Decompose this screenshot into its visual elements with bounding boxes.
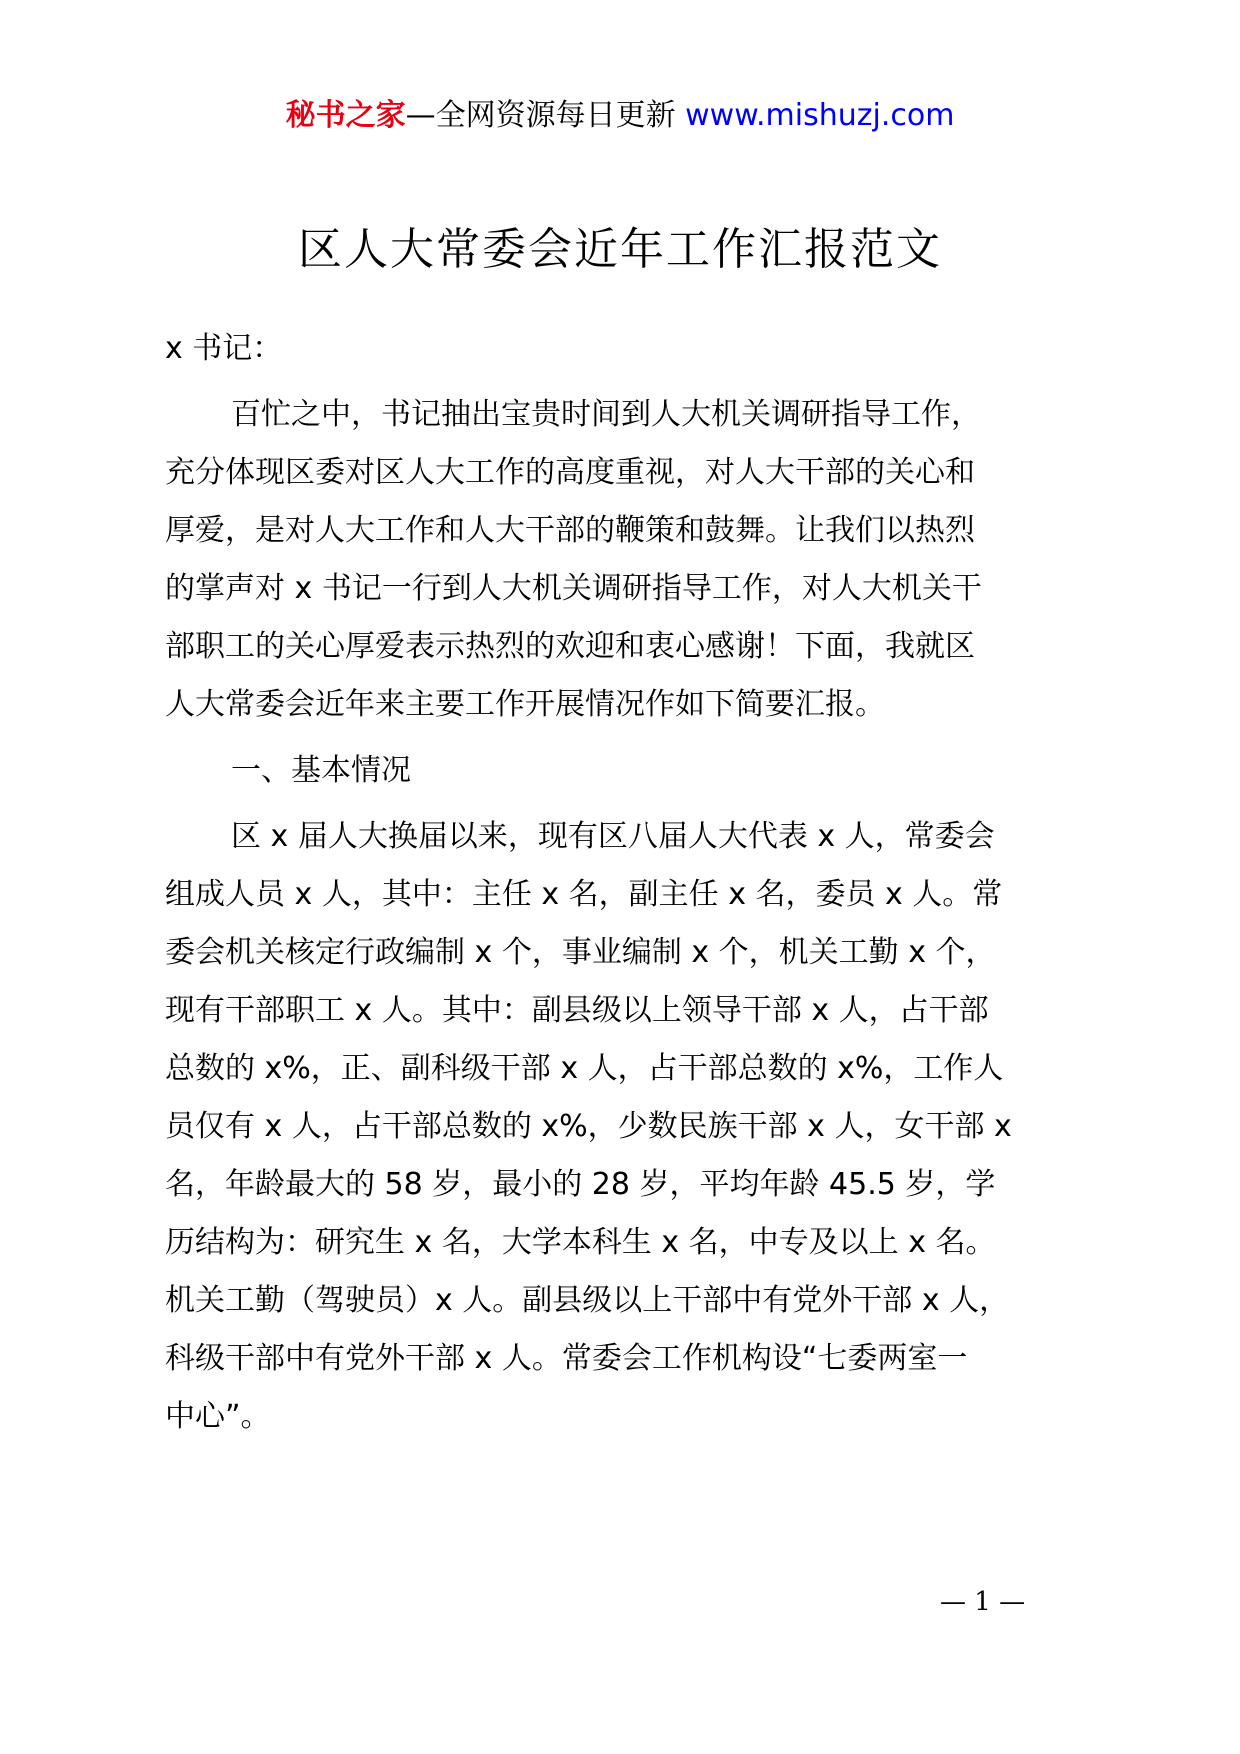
brand-name: 秘书之家 — [285, 98, 406, 133]
basic-info-paragraph — [165, 800, 1085, 1446]
paragraph-line: 中心”。 — [165, 1399, 271, 1434]
paragraph-line: 机关工勤（驾驶员）x 人。副县级以上干部中有党外干部 x 人， — [165, 1283, 1010, 1318]
paragraph-line: 总数的 x%，正、副科级干部 x 人，占干部总数的 x%，工作人 — [165, 1051, 1004, 1086]
document-body — [165, 320, 1085, 1446]
paragraph-line: 部职工的关心厚爱表示热烈的欢迎和衷心感谢！下面，我就区 — [165, 629, 975, 664]
paragraph-line: 百忙之中，书记抽出宝贵时间到人大机关调研指导工作， — [231, 397, 981, 432]
document-title: 区人大常委会近年工作汇报范文 — [298, 224, 942, 275]
page-number: — 1 — — [940, 1587, 1026, 1617]
paragraph-line: 名，年龄最大的 58 岁，最小的 28 岁，平均年龄 45.5 岁，学 — [165, 1167, 996, 1202]
paragraph-line: 区 x 届人大换届以来，现有区八届人大代表 x 人，常委会 — [231, 819, 995, 854]
paragraph-line: 员仅有 x 人，占干部总数的 x%，少数民族干部 x 人，女干部 x — [165, 1109, 1012, 1144]
salutation: x 书记： — [165, 331, 283, 366]
paragraph-line: 科级干部中有党外干部 x 人。常委会工作机构设“七委两室一 — [165, 1341, 968, 1376]
section-heading-text: 一、基本情况 — [231, 753, 411, 788]
header-slogan: —全网资源每日更新 — [405, 98, 676, 133]
section-heading — [165, 734, 1085, 800]
paragraph-line: 人大常委会近年来主要工作开展情况作如下简要汇报。 — [165, 687, 885, 722]
paragraph-line: 组成人员 x 人，其中：主任 x 名，副主任 x 名，委员 x 人。常 — [165, 877, 1003, 912]
site-url-link[interactable]: www.mishuzj.com — [685, 98, 955, 133]
paragraph-line: 的掌声对 x 书记一行到人大机关调研指导工作，对人大机关干 — [165, 571, 982, 606]
paragraph-line: 现有干部职工 x 人。其中：副县级以上领导干部 x 人，占干部 — [165, 993, 989, 1028]
paragraph-line: 委会机关核定行政编制 x 个，事业编制 x 个，机关工勤 x 个， — [165, 935, 996, 970]
paragraph-line: 充分体现区委对区人大工作的高度重视，对人大干部的关心和 — [165, 455, 975, 490]
site-header — [0, 96, 1240, 136]
paragraph-line: 历结构为：研究生 x 名，大学本科生 x 名，中专及以上 x 名。 — [165, 1225, 996, 1260]
paragraph-line: 厚爱，是对人大工作和人大干部的鞭策和鼓舞。让我们以热烈 — [165, 513, 975, 548]
intro-paragraph — [165, 378, 1085, 734]
